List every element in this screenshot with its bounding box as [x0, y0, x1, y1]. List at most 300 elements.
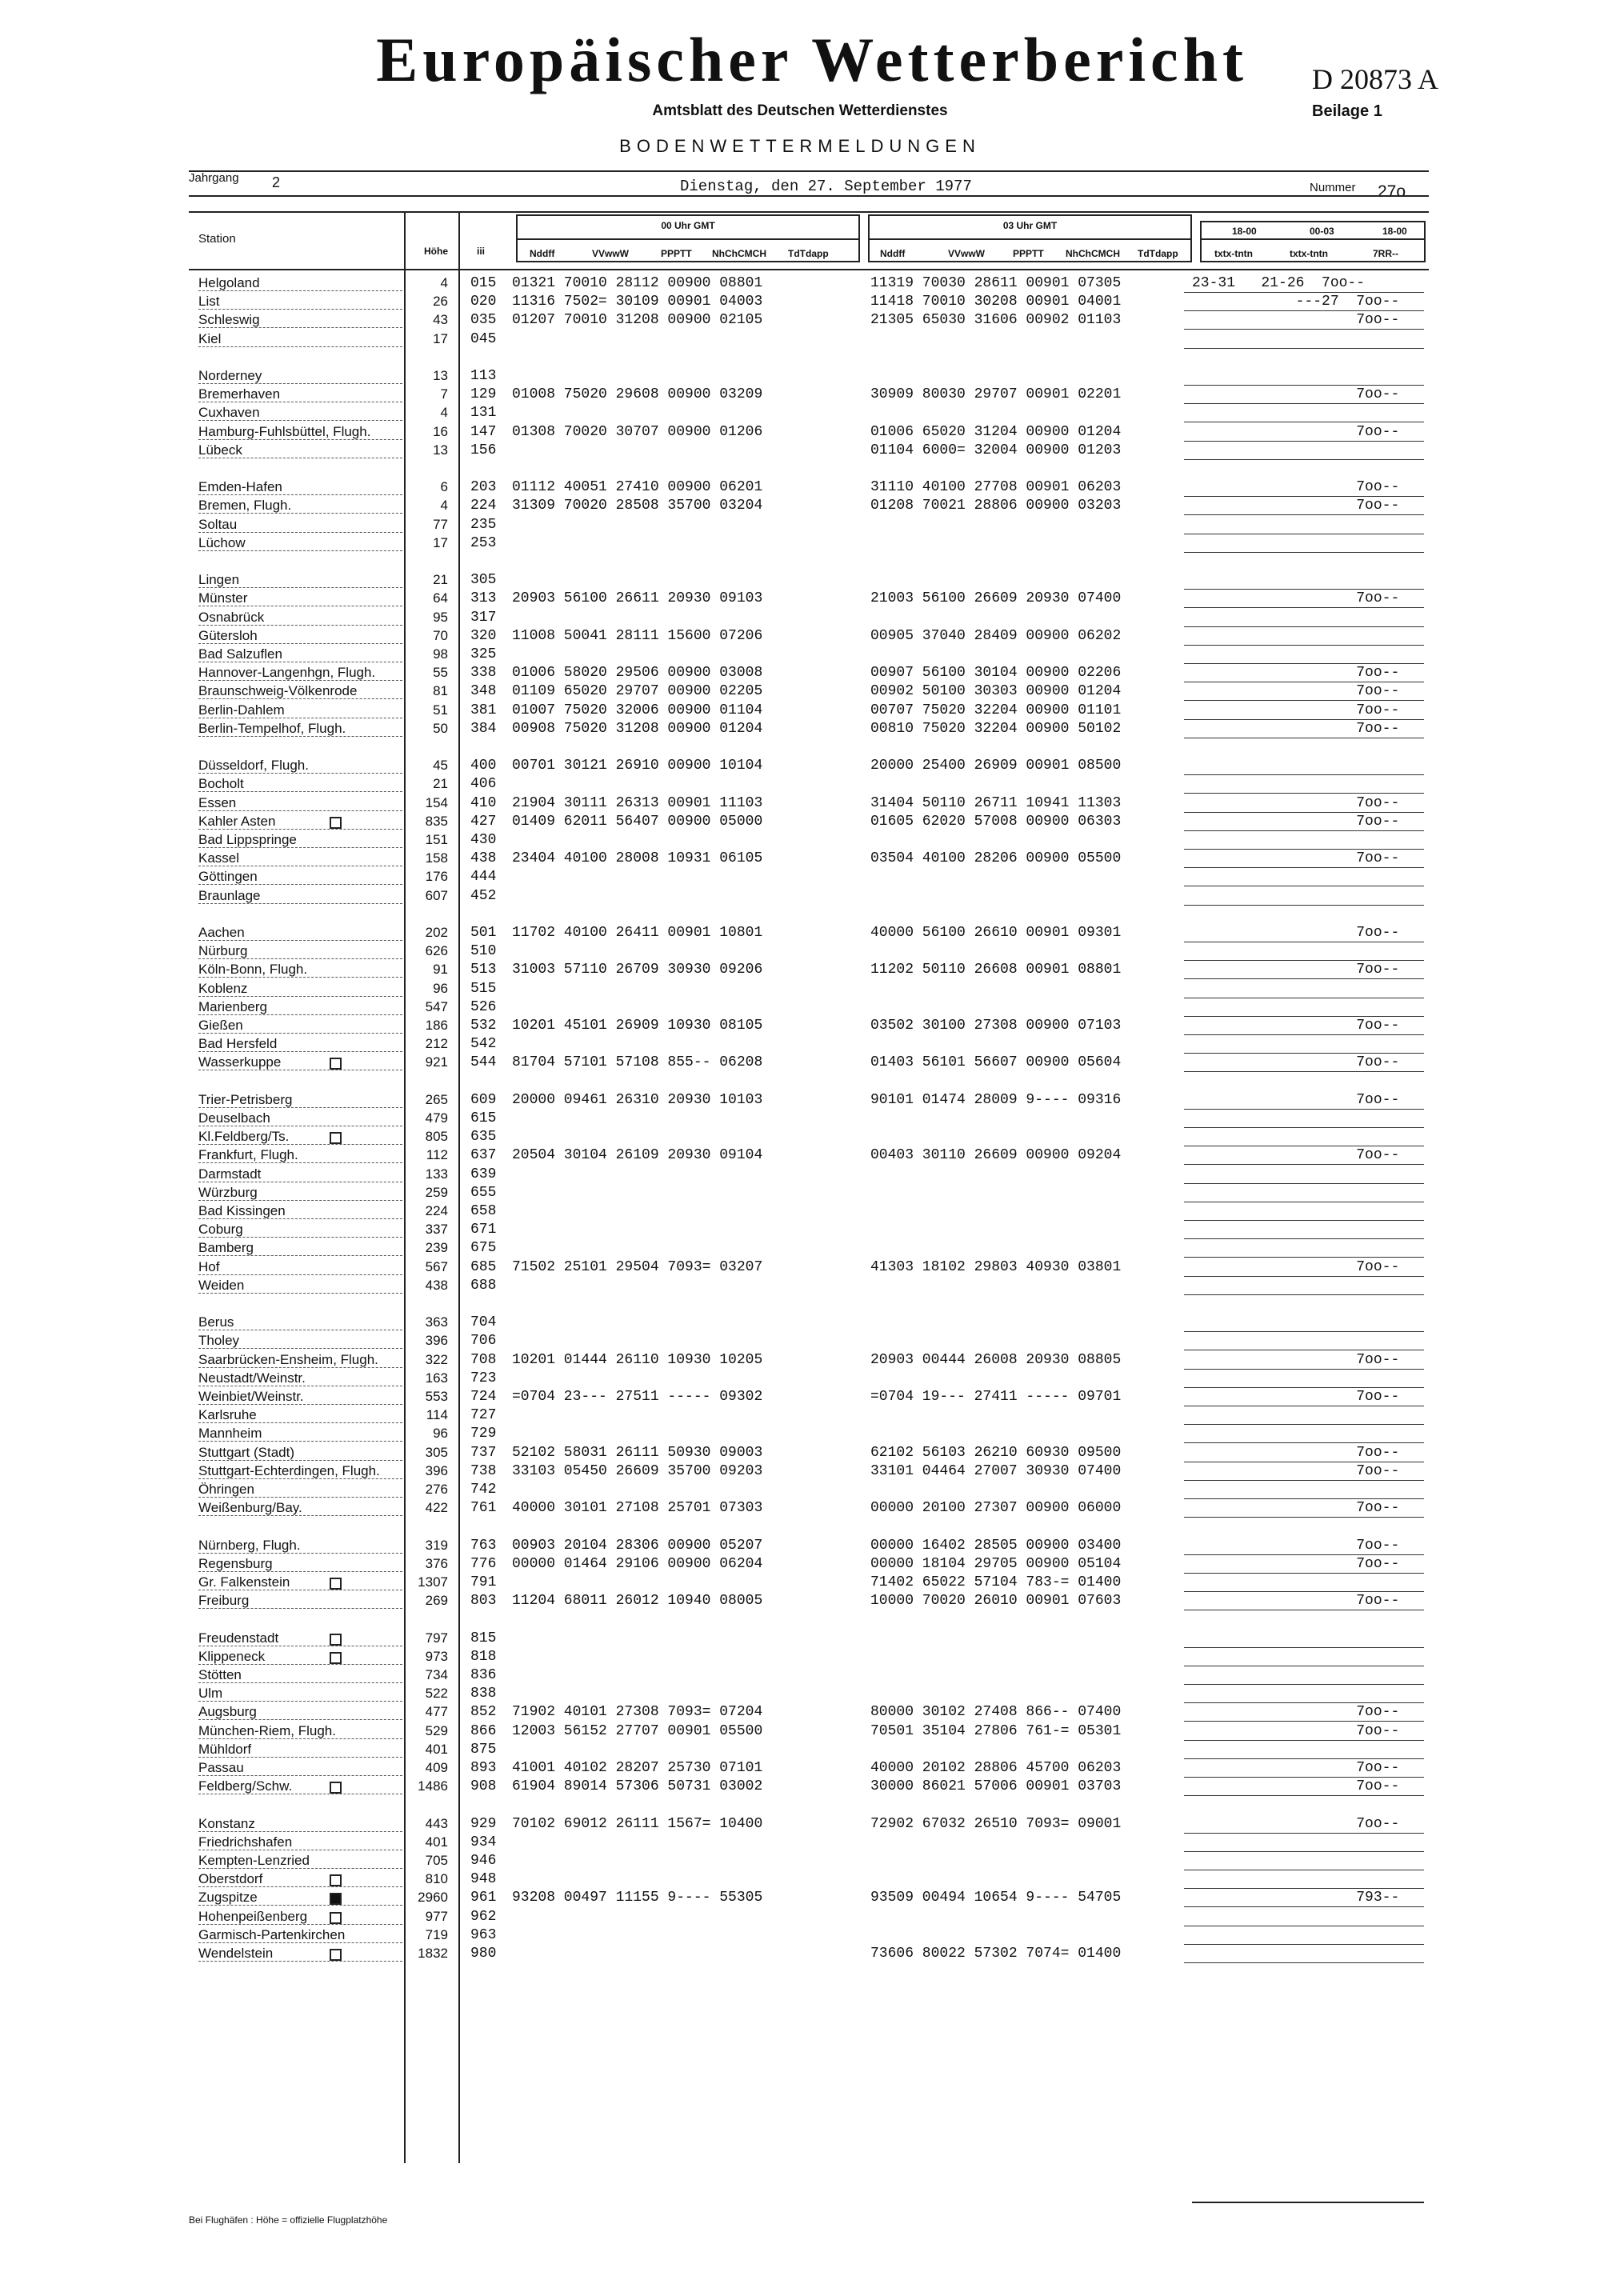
row-leader-line — [198, 884, 402, 885]
station-name: Öhringen — [198, 1482, 254, 1497]
page-title: Europäischer Wetterbericht — [376, 25, 1248, 94]
row-rule — [1184, 403, 1424, 404]
station-name: Garmisch-Partenkirchen — [198, 1926, 346, 1942]
station-hoehe: 77 — [433, 516, 448, 532]
table-row — [0, 535, 1600, 554]
station-hoehe: 51 — [433, 702, 448, 718]
obs-00: 01006 58020 29506 00900 03008 — [512, 665, 763, 682]
station-iii: 727 — [470, 1407, 497, 1424]
obs-extra: 23-31 21-26 7oo-- — [1192, 275, 1366, 291]
station-iii: 706 — [470, 1333, 497, 1350]
obs-extra: 7oo-- — [1192, 1704, 1400, 1721]
row-rule — [1184, 1276, 1424, 1277]
square-icon — [330, 817, 342, 829]
row-rule — [1184, 292, 1424, 293]
station-hoehe: 202 — [425, 925, 448, 940]
station-hoehe: 479 — [425, 1110, 448, 1126]
station-hoehe: 547 — [425, 998, 448, 1014]
station-hoehe: 70 — [433, 627, 448, 643]
row-rule — [1184, 1053, 1424, 1054]
station-name: Augsburg — [198, 1704, 257, 1720]
station-iii: 305 — [470, 572, 497, 589]
table-row — [0, 498, 1600, 516]
station-name: Neustadt/Weinstr. — [198, 1370, 306, 1386]
station-iii: 818 — [470, 1648, 497, 1665]
table-row — [0, 312, 1600, 330]
row-rule — [1184, 1387, 1424, 1388]
extra-bottom-3: 7RR-- — [1373, 248, 1398, 259]
station-name: Nürburg — [198, 943, 248, 959]
station-name: Bad Kissingen — [198, 1203, 286, 1218]
station-iii: 738 — [470, 1462, 497, 1479]
obs-extra: 7oo-- — [1192, 1778, 1400, 1795]
row-rule — [1184, 905, 1424, 906]
station-hoehe: 438 — [425, 1277, 448, 1293]
station-name: Bocholt — [198, 776, 244, 792]
station-iii: 637 — [470, 1147, 497, 1164]
table-row — [0, 368, 1600, 386]
station-name: Hof — [198, 1258, 220, 1274]
table-row — [0, 1018, 1600, 1036]
table-row — [0, 1704, 1600, 1722]
extra-divider — [1200, 238, 1426, 240]
row-leader-line — [198, 791, 402, 792]
table-row — [0, 1723, 1600, 1742]
station-name: Aachen — [198, 925, 245, 940]
obs-00: 71502 25101 29504 7093= 03207 — [512, 1258, 763, 1275]
table-row — [0, 572, 1600, 590]
table-row — [0, 1054, 1600, 1073]
row-rule — [1184, 1238, 1424, 1239]
row-rule — [1184, 830, 1424, 831]
row-rule — [1184, 607, 1424, 608]
station-name: Darmstadt — [198, 1166, 262, 1182]
station-iii: 129 — [470, 386, 497, 403]
row-rule — [1184, 1906, 1424, 1907]
obs-03: 00000 20100 27307 00900 06000 — [870, 1500, 1122, 1517]
station-name: Stuttgart-Echterdingen, Flugh. — [198, 1462, 380, 1478]
station-hoehe: 114 — [426, 1407, 448, 1423]
rule-bottom — [1192, 2202, 1424, 2203]
station-name: Braunlage — [198, 887, 261, 903]
station-hoehe: 55 — [433, 665, 448, 681]
row-rule — [1184, 1517, 1424, 1518]
station-hoehe: 17 — [433, 330, 448, 346]
station-iii: 156 — [470, 442, 497, 458]
extra-top-3: 18-00 — [1382, 226, 1407, 237]
row-rule — [1184, 960, 1424, 961]
station-hoehe: 154 — [425, 794, 448, 810]
obs-03: 62102 56103 26210 60930 09500 — [870, 1444, 1122, 1461]
obs-extra: 7oo-- — [1192, 1462, 1400, 1479]
table-row — [0, 1667, 1600, 1686]
row-leader-line — [198, 1237, 402, 1238]
row-rule — [1184, 589, 1424, 590]
station-iii: 532 — [470, 1018, 497, 1034]
table-row — [0, 1686, 1600, 1704]
station-iii: 729 — [470, 1426, 497, 1442]
station-iii: 724 — [470, 1389, 497, 1405]
station-hoehe: 6 — [440, 479, 448, 495]
obs-extra: 7oo-- — [1192, 720, 1400, 737]
table-row — [0, 665, 1600, 683]
station-iii: 708 — [470, 1351, 497, 1368]
row-leader-line — [198, 1571, 402, 1572]
station-hoehe: 921 — [425, 1054, 448, 1070]
station-name: Nürnberg, Flugh. — [198, 1537, 301, 1553]
table-row — [0, 628, 1600, 646]
station-iii: 838 — [470, 1686, 497, 1702]
table-row — [0, 869, 1600, 887]
station-hoehe: 319 — [425, 1537, 448, 1553]
row-leader-line — [198, 1162, 402, 1163]
table-row — [0, 1538, 1600, 1556]
station-iii: 400 — [470, 758, 497, 774]
row-leader-line — [198, 1107, 402, 1108]
station-iii: 113 — [470, 368, 497, 384]
row-rule — [1184, 1498, 1424, 1499]
row-rule — [1184, 663, 1424, 664]
obs-extra: 7oo-- — [1192, 498, 1400, 514]
document-id: D 20873 A — [1312, 63, 1439, 95]
station-hoehe: 151 — [425, 832, 448, 847]
station-iii: 438 — [470, 850, 497, 867]
station-iii: 526 — [470, 998, 497, 1015]
table-row — [0, 590, 1600, 609]
table-row — [0, 1370, 1600, 1389]
row-leader-line — [198, 773, 402, 774]
row-leader-line — [198, 977, 402, 978]
station-hoehe: 212 — [425, 1036, 448, 1052]
table-row — [0, 331, 1600, 350]
table-row — [0, 776, 1600, 794]
obs-00: 61904 89014 57306 50731 03002 — [512, 1778, 763, 1795]
row-rule — [1184, 514, 1424, 515]
row-leader-line — [198, 1886, 402, 1887]
station-name: Bremerhaven — [198, 386, 281, 402]
station-hoehe: 409 — [425, 1760, 448, 1775]
station-name: Berus — [198, 1314, 234, 1330]
obs-00: 52102 58031 26111 50930 09003 — [512, 1444, 763, 1461]
station-hoehe: 176 — [425, 869, 448, 885]
obs-03: 21003 56100 26609 20930 07400 — [870, 590, 1122, 607]
table-row — [0, 1166, 1600, 1185]
obs-extra: 7oo-- — [1192, 850, 1400, 867]
table-row — [0, 1574, 1600, 1593]
obs-00: 31309 70020 28508 35700 03204 — [512, 498, 763, 514]
obs-00: 81704 57101 57108 855-- 06208 — [512, 1054, 763, 1071]
station-iii: 384 — [470, 720, 497, 737]
station-name: Osnabrück — [198, 609, 265, 625]
table-row — [0, 850, 1600, 869]
station-name: Deuselbach — [198, 1110, 270, 1126]
table-row — [0, 275, 1600, 294]
station-hoehe: 305 — [425, 1444, 448, 1460]
table-row — [0, 1333, 1600, 1351]
table-row — [0, 1463, 1600, 1482]
table-row — [0, 1445, 1600, 1463]
obs-extra: 7oo-- — [1192, 1091, 1400, 1108]
row-leader-line — [198, 1293, 402, 1294]
obs-00: 31003 57110 26709 30930 09206 — [512, 962, 763, 978]
row-leader-line — [198, 532, 402, 533]
table-row — [0, 999, 1600, 1018]
obs-extra: 7oo-- — [1192, 1537, 1400, 1554]
station-name: München-Riem, Flugh. — [198, 1722, 336, 1738]
station-hoehe: 805 — [425, 1129, 448, 1145]
row-rule — [1184, 310, 1424, 311]
obs-03: 31110 40100 27708 00901 06203 — [870, 479, 1122, 496]
obs-00: 20000 09461 26310 20930 10103 — [512, 1091, 763, 1108]
station-hoehe: 43 — [433, 312, 448, 328]
obs-extra: 7oo-- — [1192, 1815, 1400, 1832]
station-iii: 542 — [470, 1036, 497, 1053]
station-iii: 615 — [470, 1110, 497, 1126]
station-iii: 791 — [470, 1574, 497, 1590]
station-name: Friedrichshafen — [198, 1834, 293, 1850]
station-iii: 020 — [470, 294, 497, 310]
row-leader-line — [198, 550, 402, 551]
obs-00: 01409 62011 56407 00900 05000 — [512, 813, 763, 830]
station-hoehe: 96 — [433, 1426, 448, 1442]
col03-ppptt: PPPTT — [1013, 248, 1044, 259]
row-rule — [1184, 1480, 1424, 1481]
row-leader-line — [198, 1719, 402, 1720]
station-hoehe: 239 — [425, 1240, 448, 1256]
station-hoehe: 13 — [433, 442, 448, 458]
row-leader-line — [198, 680, 402, 681]
hoehe-header: Höhe — [424, 246, 448, 257]
station-iii: 452 — [470, 887, 497, 904]
row-leader-line — [198, 829, 402, 830]
row-leader-line — [198, 1608, 402, 1609]
row-leader-line — [198, 1775, 402, 1776]
station-name: Stuttgart (Stadt) — [198, 1444, 294, 1460]
table-row — [0, 832, 1600, 850]
obs-extra: 7oo-- — [1192, 1593, 1400, 1610]
station-name: Mannheim — [198, 1426, 262, 1442]
row-rule — [1184, 1257, 1424, 1258]
obs-extra: 7oo-- — [1192, 683, 1400, 700]
station-iii: 635 — [470, 1129, 497, 1146]
obs-extra: 7oo-- — [1192, 925, 1400, 941]
obs-03: 01104 6000= 32004 00900 01203 — [870, 442, 1122, 458]
row-rule — [1184, 1721, 1424, 1722]
table-row — [0, 1927, 1600, 1946]
obs-00: 20504 30104 26109 20930 09104 — [512, 1147, 763, 1164]
row-rule — [1184, 700, 1424, 701]
station-iii: 961 — [470, 1890, 497, 1906]
col03-nddff: Nddff — [880, 248, 906, 259]
table-row — [0, 610, 1600, 628]
station-iii: 444 — [470, 869, 497, 886]
row-leader-line — [198, 1831, 402, 1832]
station-iii: 688 — [470, 1277, 497, 1294]
station-iii: 501 — [470, 925, 497, 941]
obs-00: 00908 75020 31208 00900 01204 — [512, 720, 763, 737]
obs-extra: ---27 7oo-- — [1192, 294, 1400, 310]
station-iii: 685 — [470, 1258, 497, 1275]
col00-tdtd: TdTdapp — [788, 248, 829, 259]
row-rule — [1184, 1684, 1424, 1685]
station-name: Cuxhaven — [198, 405, 260, 421]
station-name: Bad Hersfeld — [198, 1036, 278, 1052]
row-leader-line — [198, 698, 402, 699]
station-name: Tholey — [198, 1333, 240, 1349]
col00-nhch: NhChCMCH — [712, 248, 766, 259]
station-iii: 655 — [470, 1184, 497, 1201]
row-rule — [1184, 1833, 1424, 1834]
table-row — [0, 1556, 1600, 1574]
obs-00: 11204 68011 26012 10940 08005 — [512, 1593, 763, 1610]
row-leader-line — [198, 327, 402, 328]
col00-ppptt: PPPTT — [661, 248, 692, 259]
station-iii: 946 — [470, 1853, 497, 1869]
table-row — [0, 1630, 1600, 1649]
station-name: Berlin-Tempelhof, Flugh. — [198, 720, 346, 736]
obs-03: 00902 50100 30303 00900 01204 — [870, 683, 1122, 700]
station-name: Gießen — [198, 1018, 243, 1033]
obs-03: 11319 70030 28611 00901 07305 — [870, 275, 1122, 291]
table-row — [0, 943, 1600, 962]
station-name: Kempten-Lenzried — [198, 1853, 310, 1868]
table-row — [0, 386, 1600, 405]
row-rule — [1184, 1795, 1424, 1796]
station-name: Schleswig — [198, 312, 260, 328]
station-name: Göttingen — [198, 869, 258, 885]
station-hoehe: 553 — [425, 1389, 448, 1404]
row-leader-line — [198, 1924, 402, 1925]
obs-03: 20000 25400 26909 00901 08500 — [870, 758, 1122, 774]
station-name: Wendelstein — [198, 1946, 274, 1961]
station-name: Gr. Falkenstein — [198, 1574, 290, 1590]
station-iii: 015 — [470, 275, 497, 291]
station-iii: 131 — [470, 405, 497, 422]
station-name: Kiel — [198, 330, 222, 346]
station-name: Stötten — [198, 1667, 242, 1682]
row-leader-line — [198, 1274, 402, 1275]
row-rule — [1184, 1758, 1424, 1759]
station-name: Bad Salzuflen — [198, 646, 282, 662]
row-leader-line — [198, 1404, 402, 1405]
table-row — [0, 925, 1600, 943]
station-hoehe: 91 — [433, 962, 448, 978]
row-leader-line — [198, 309, 402, 310]
rule-header-bottom — [189, 269, 1429, 270]
row-leader-line — [198, 1441, 402, 1442]
station-name: Freiburg — [198, 1593, 250, 1609]
row-leader-line — [198, 346, 402, 347]
row-rule — [1184, 1702, 1424, 1703]
station-iii: 815 — [470, 1630, 497, 1646]
station-hoehe: 401 — [425, 1834, 448, 1850]
station-iii: 893 — [470, 1760, 497, 1776]
row-rule — [1184, 1554, 1424, 1555]
row-leader-line — [198, 1348, 402, 1349]
row-leader-line — [198, 1200, 402, 1201]
station-hoehe: 1307 — [418, 1574, 448, 1590]
station-iii: 776 — [470, 1555, 497, 1572]
square-icon — [330, 1652, 342, 1664]
station-name: Kahler Asten — [198, 813, 276, 829]
station-hoehe: 719 — [425, 1926, 448, 1942]
station-iii: 253 — [470, 534, 497, 551]
row-rule — [1184, 1573, 1424, 1574]
table-row — [0, 721, 1600, 739]
obs-extra: 7oo-- — [1192, 1555, 1400, 1572]
station-name: Hannover-Langenhgn, Flugh. — [198, 665, 376, 681]
table-row — [0, 1407, 1600, 1426]
station-iii: 430 — [470, 832, 497, 848]
obs-00: 71902 40101 27308 7093= 07204 — [512, 1704, 763, 1721]
row-rule — [1184, 1294, 1424, 1295]
square-icon — [330, 1874, 342, 1886]
row-leader-line — [198, 903, 402, 904]
row-rule — [1184, 1016, 1424, 1017]
table-row — [0, 1352, 1600, 1370]
col03-vvwww: VVwwW — [948, 248, 986, 259]
station-hoehe: 158 — [425, 850, 448, 866]
station-hoehe: 363 — [425, 1314, 448, 1330]
table-row — [0, 1760, 1600, 1778]
station-name: Karlsruhe — [198, 1407, 257, 1423]
station-name: Bamberg — [198, 1240, 254, 1256]
station-iii: 852 — [470, 1704, 497, 1721]
obs-03: 33101 04464 27007 30930 07400 — [870, 1462, 1122, 1479]
row-rule — [1184, 1109, 1424, 1110]
row-rule — [1184, 812, 1424, 813]
row-leader-line — [198, 1033, 402, 1034]
station-name: Feldberg/Schw. — [198, 1778, 293, 1794]
row-leader-line — [198, 1218, 402, 1219]
row-leader-line — [198, 1014, 402, 1015]
table-row — [0, 1389, 1600, 1407]
obs-extra: 7oo-- — [1192, 1018, 1400, 1034]
station-hoehe: 607 — [425, 887, 448, 903]
table-row — [0, 1649, 1600, 1667]
table-row — [0, 981, 1600, 999]
row-leader-line — [198, 513, 402, 514]
station-name: Helgoland — [198, 275, 260, 290]
station-hoehe: 259 — [425, 1184, 448, 1200]
table-row — [0, 1092, 1600, 1110]
station-hoehe: 322 — [425, 1351, 448, 1367]
obs-extra: 7oo-- — [1192, 1722, 1400, 1739]
station-name: Weißenburg/Bay. — [198, 1500, 302, 1516]
station-iii: 320 — [470, 627, 497, 644]
station-iii: 203 — [470, 479, 497, 496]
station-iii: 510 — [470, 943, 497, 960]
station-iii: 962 — [470, 1908, 497, 1925]
row-rule — [1184, 774, 1424, 775]
station-name: Gütersloh — [198, 627, 258, 643]
obs-03: 03504 40100 28206 00900 05500 — [870, 850, 1122, 867]
obs-extra: 7oo-- — [1192, 1258, 1400, 1275]
table-row — [0, 1222, 1600, 1240]
obs-extra: 7oo-- — [1192, 590, 1400, 607]
obs-03: 21305 65030 31606 00902 01103 — [870, 312, 1122, 329]
extra-top-1: 18-00 — [1232, 226, 1257, 237]
station-hoehe: 835 — [425, 813, 448, 829]
station-name: Norderney — [198, 368, 262, 383]
row-leader-line — [198, 1905, 402, 1906]
station-hoehe: 977 — [425, 1908, 448, 1924]
rule-date-bottom — [189, 195, 1429, 197]
station-name: Saarbrücken-Ensheim, Flugh. — [198, 1351, 378, 1367]
station-name: Emden-Hafen — [198, 479, 282, 495]
table-row — [0, 1314, 1600, 1333]
section-title: BODENWETTERMELDUNGEN — [619, 136, 981, 156]
